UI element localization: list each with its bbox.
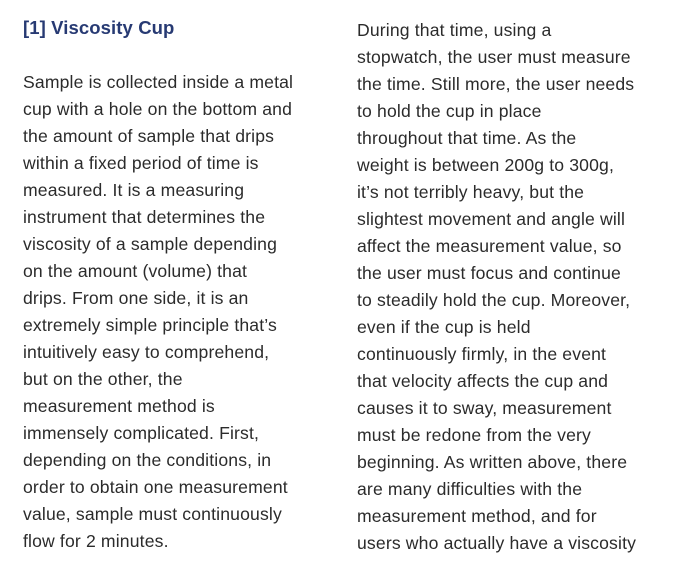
text-line: affect the measurement value, so — [357, 236, 622, 256]
text-line: even if the cup is held — [357, 317, 531, 337]
text-line: immensely complicated. First, — [23, 423, 260, 443]
text-line: to hold the cup in place — [357, 101, 542, 121]
text-line: it’s not terribly heavy, but the — [357, 182, 585, 202]
text-line: that velocity affects the cup and — [357, 371, 609, 391]
text-line: are many difficulties with the — [357, 479, 583, 499]
text-line: viscosity of a sample depending — [23, 234, 278, 254]
text-line: measurement method is — [23, 396, 215, 416]
text-line: to steadily hold the cup. Moreover, — [357, 290, 631, 310]
text-line: instrument that determines the — [23, 207, 266, 227]
text-line: slightest movement and angle will — [357, 209, 626, 229]
text-line: but on the other, the — [23, 369, 183, 389]
text-line: flow for 2 minutes. — [23, 531, 169, 551]
text-line: within a fixed period of time is — [23, 153, 259, 173]
text-line: measured. It is a measuring — [23, 180, 245, 200]
text-line: value, sample must continuously — [23, 504, 282, 524]
text-line: on the amount (volume) that — [23, 261, 248, 281]
text-line: stopwatch, the user must measure — [357, 47, 631, 67]
text-line: continuously firmly, in the event — [357, 344, 607, 364]
section-heading: [1] Viscosity Cup — [23, 17, 175, 38]
text-line: users who actually have a viscosity — [357, 533, 637, 553]
text-line: beginning. As written above, there — [357, 452, 628, 472]
text-line: depending on the conditions, in — [23, 450, 272, 470]
text-line: During that time, using a — [357, 20, 552, 40]
text-line: must be redone from the very — [357, 425, 592, 445]
text-line: the time. Still more, the user needs — [357, 74, 635, 94]
text-line: throughout that time. As the — [357, 128, 577, 148]
right-paragraph — [357, 17, 636, 557]
text-line: Sample is collected inside a metal — [23, 72, 294, 92]
text-line: measurement method, and for — [357, 506, 597, 526]
text-line: weight is between 200g to 300g, — [357, 155, 615, 175]
left-paragraph — [23, 69, 293, 555]
text-line: intuitively easy to comprehend, — [23, 342, 270, 362]
text-line: cup with a hole on the bottom and — [23, 99, 293, 119]
text-line: causes it to sway, measurement — [357, 398, 612, 418]
text-line: order to obtain one measurement — [23, 477, 288, 497]
text-line: drips. From one side, it is an — [23, 288, 249, 308]
text-line: extremely simple principle that’s — [23, 315, 277, 335]
text-line: the amount of sample that drips — [23, 126, 275, 146]
text-line: the user must focus and continue — [357, 263, 621, 283]
